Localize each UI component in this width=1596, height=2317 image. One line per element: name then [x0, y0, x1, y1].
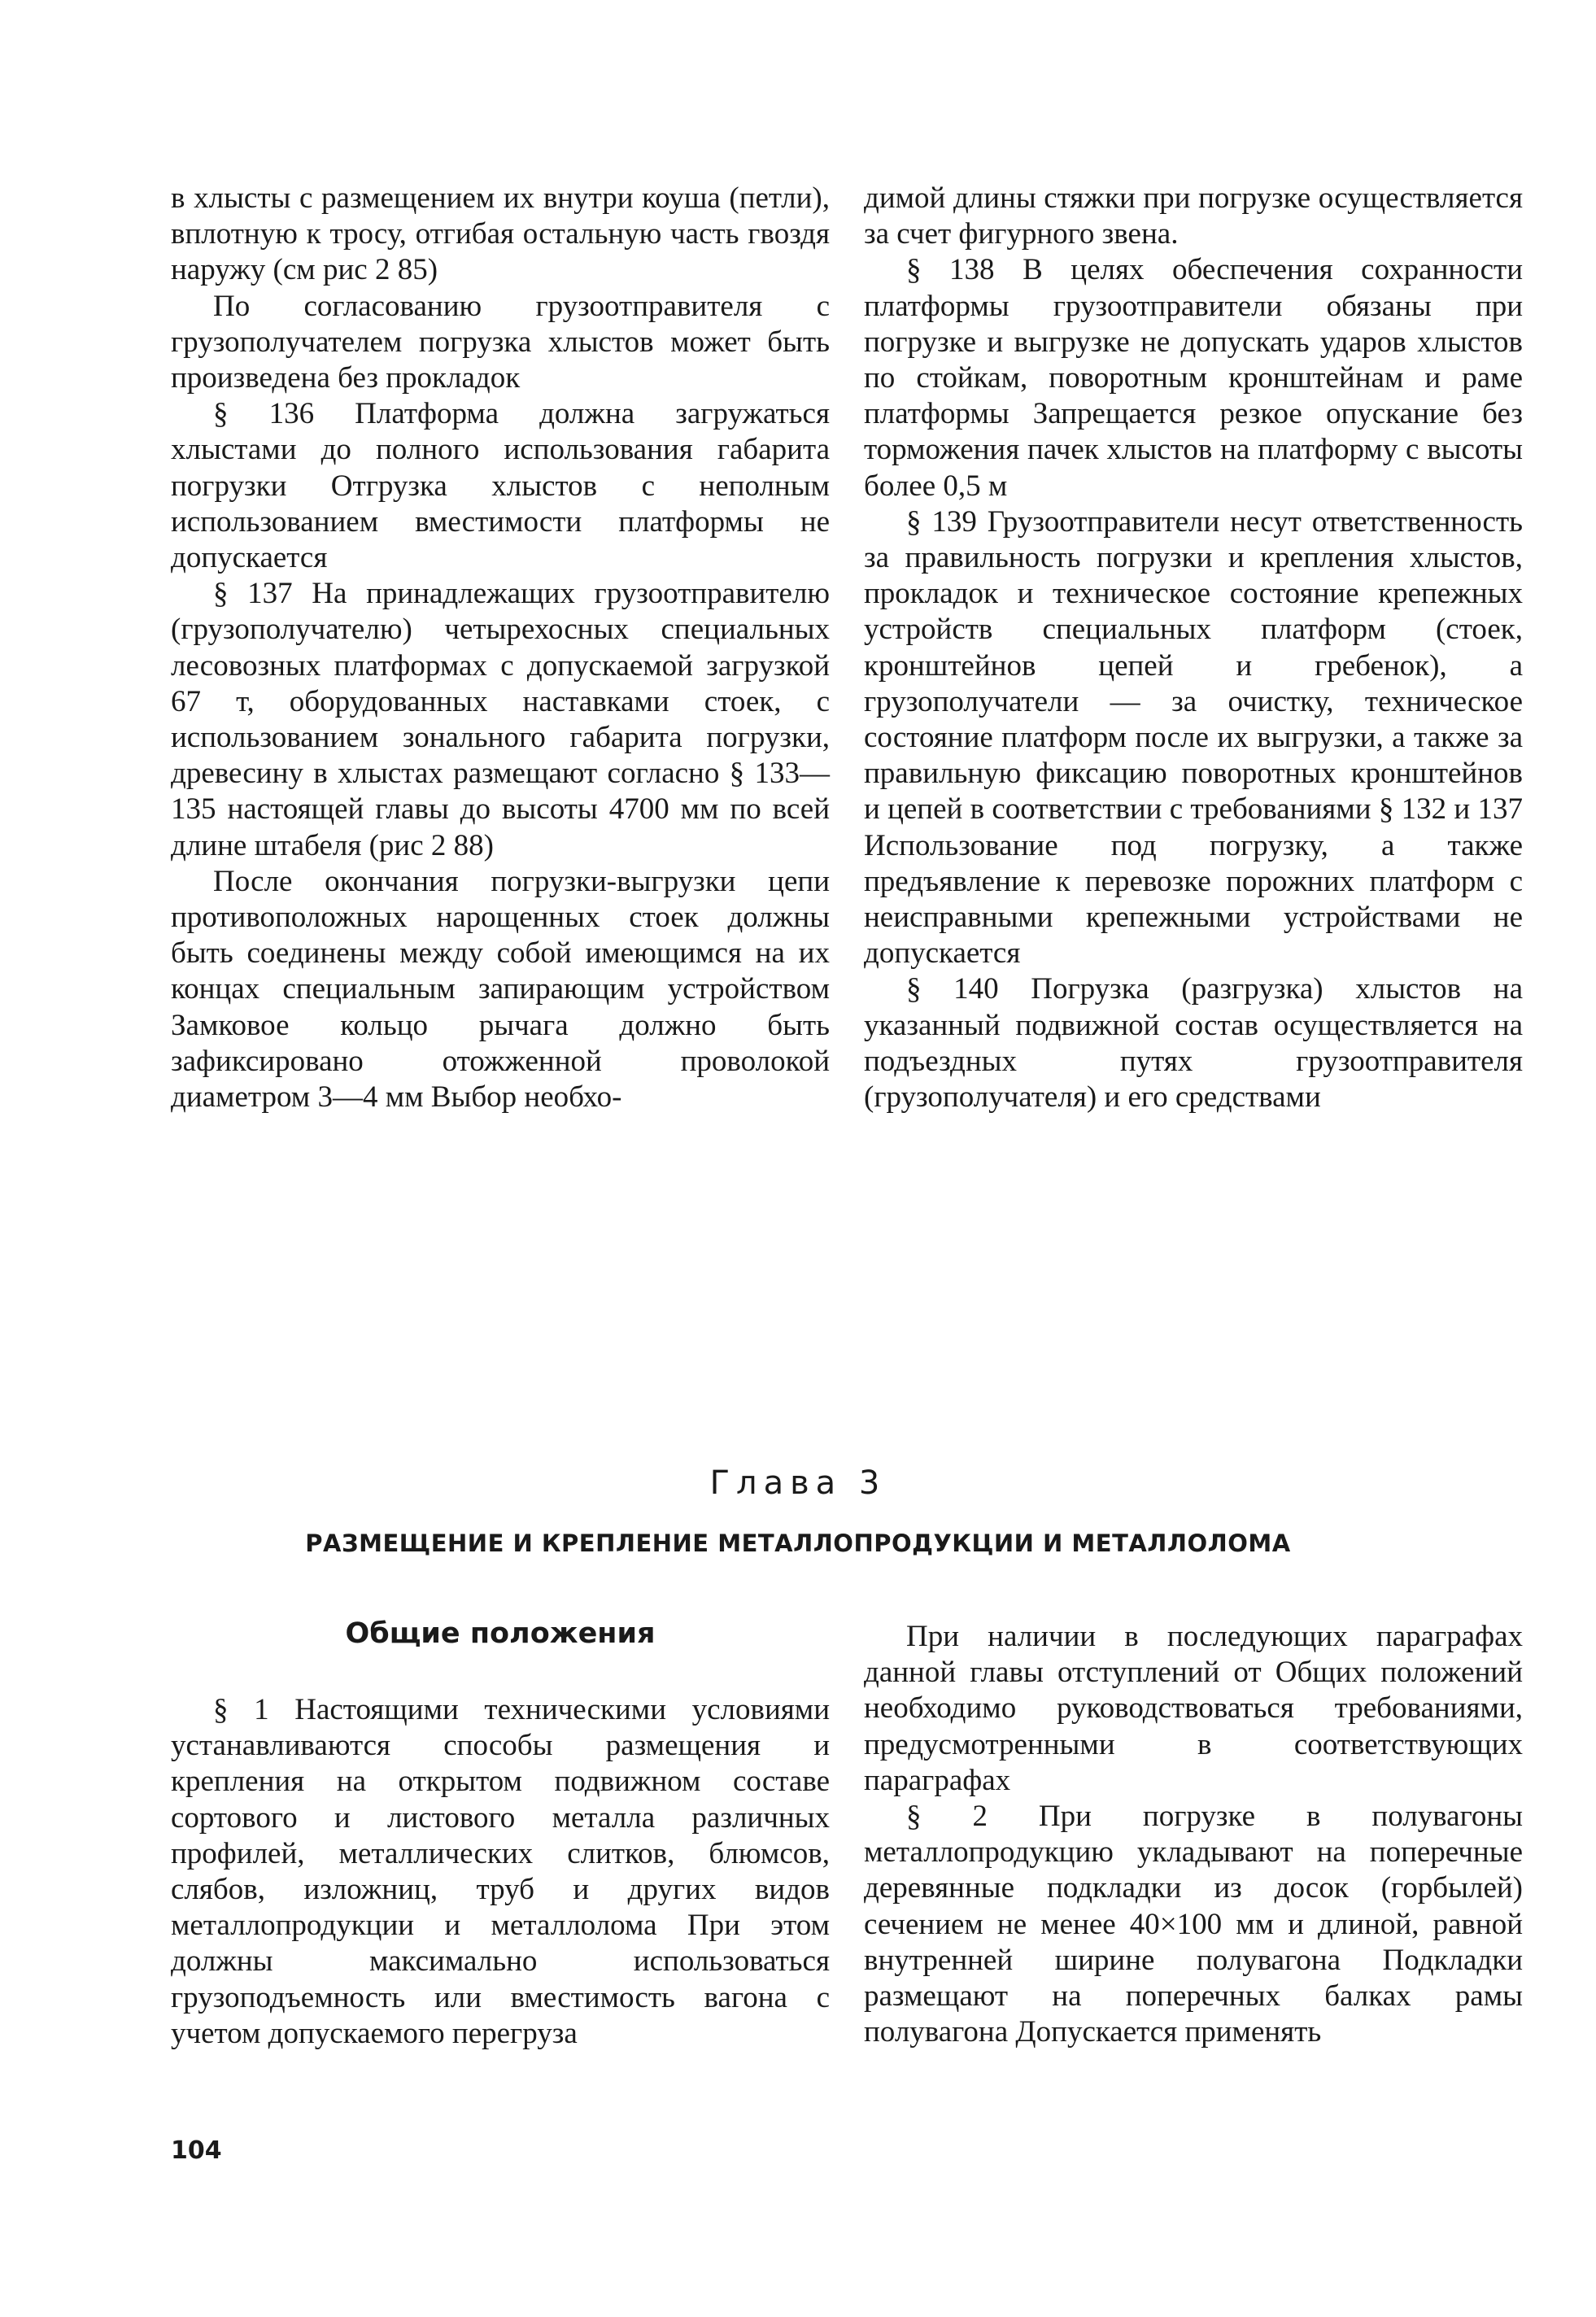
paragraph: димой длины стяжки при погрузке осуществляется за счет фигурного звена.: [864, 181, 1523, 251]
page-number: 104: [171, 2136, 222, 2165]
paragraph: § 140 Погрузка (разгрузка) хлыстов на указанный подвижной состав осуществляется на подъездных путях грузоотправителя (грузополучателя) и его средствами: [864, 972, 1523, 1115]
paragraph: § 136 Платформа должна загружаться хлыстами до полного использования габарита погрузки Отгрузка хлыстов с неполным использованием вместимости платформы не допускается: [171, 397, 830, 575]
bottom-left-column: [171, 1692, 830, 2052]
chapter-subtitle: РАЗМЕЩЕНИЕ И КРЕПЛЕНИЕ МЕТАЛЛОПРОДУКЦИИ И МЕТАЛЛОЛОМА: [305, 1529, 1291, 1557]
paragraph: По согласованию грузоотправителя с грузополучателем погрузка хлыстов может быть произведена без прокладок: [171, 289, 830, 395]
top-right-column: [864, 181, 1523, 1115]
bottom-right-column: [864, 1619, 1523, 2050]
chapter-title: Глава 3: [709, 1464, 887, 1502]
paragraph: После окончания погрузки-выгрузки цепи противоположных нарощенных стоек должны быть соединены между собой имеющимся на их концах специальным запирающим устройством Замковое кольцо рычага должно быть зафиксировано отожженной проволокой диаметром 3—4 мм Выбор необхо-: [171, 864, 830, 1115]
paragraph: § 2 При погрузке в полувагоны металлопродукцию укладывают на поперечные деревянные подкладки из досок (горбылей) сечением не менее 40×100 мм и длиной, равной внутренней ширине полувагона Подкладки размещают на поперечных балках рамы полувагона Допускается применять: [864, 1800, 1523, 2049]
paragraph: § 138 В целях обеспечения сохранности платформы грузоотправители обязаны при погрузке и выгрузке не допускать ударов хлыстов по стойкам, поворотным кронштейнам и раме платформы Запрещается резкое опускание без торможения пачек хлыстов на платформу с высоты более 0,5 м: [864, 253, 1523, 503]
top-left-column: [171, 181, 830, 1115]
section-heading: Общие положения: [345, 1617, 656, 1650]
paragraph: § 1 Настоящими техническими условиями устанавливаются способы размещения и крепления на открытом подвижном составе сортового и листового металла различных профилей, металлических слитков, блюмсов, слябов, изложниц, труб и других видов металлопродукции и металлолома При этом должны максимально использоваться грузоподъемность или вместимость вагона с учетом допускаемого перегруза: [171, 1693, 830, 2050]
paragraph: § 139 Грузоотправители несут ответственность за правильность погрузки и крепления хлыстов, прокладок и техническое состояние крепежных устройств специальных платформ (стоек, кронштейнов цепей и гребенок), а грузополучатели — за очистку, техническое состояние платформ после их выгрузки, а также за правильную фиксацию поворотных кронштейнов и цепей в соответствии с требованиями § 132 и 137 Использование под погрузку, а также предъявление к перевозке порожних платформ с неисправными крепежными устройствами не допускается: [864, 504, 1523, 971]
paragraph: При наличии в последующих параграфах данной главы отступлений от Общих положений необходимо руководствоваться требованиями, предусмотренными в соответствующих параграфах: [864, 1620, 1523, 1797]
paragraph: § 137 На принадлежащих грузоотправителю (грузополучателю) четырехосных специальных лесовозных платформах с допускаемой загрузкой 67 т, оборудованных наставками стоек, с использованием зонального габарита погрузки, древесину в хлыстах размещают согласно § 133—135 настоящей главы до высоты 4700 мм по всей длине штабеля (рис 2 88): [171, 577, 830, 862]
paragraph: в хлысты с размещением их внутри коуша (петли), вплотную к тросу, отгибая остальную часть гвоздя наружу (см рис 2 85): [171, 181, 830, 287]
